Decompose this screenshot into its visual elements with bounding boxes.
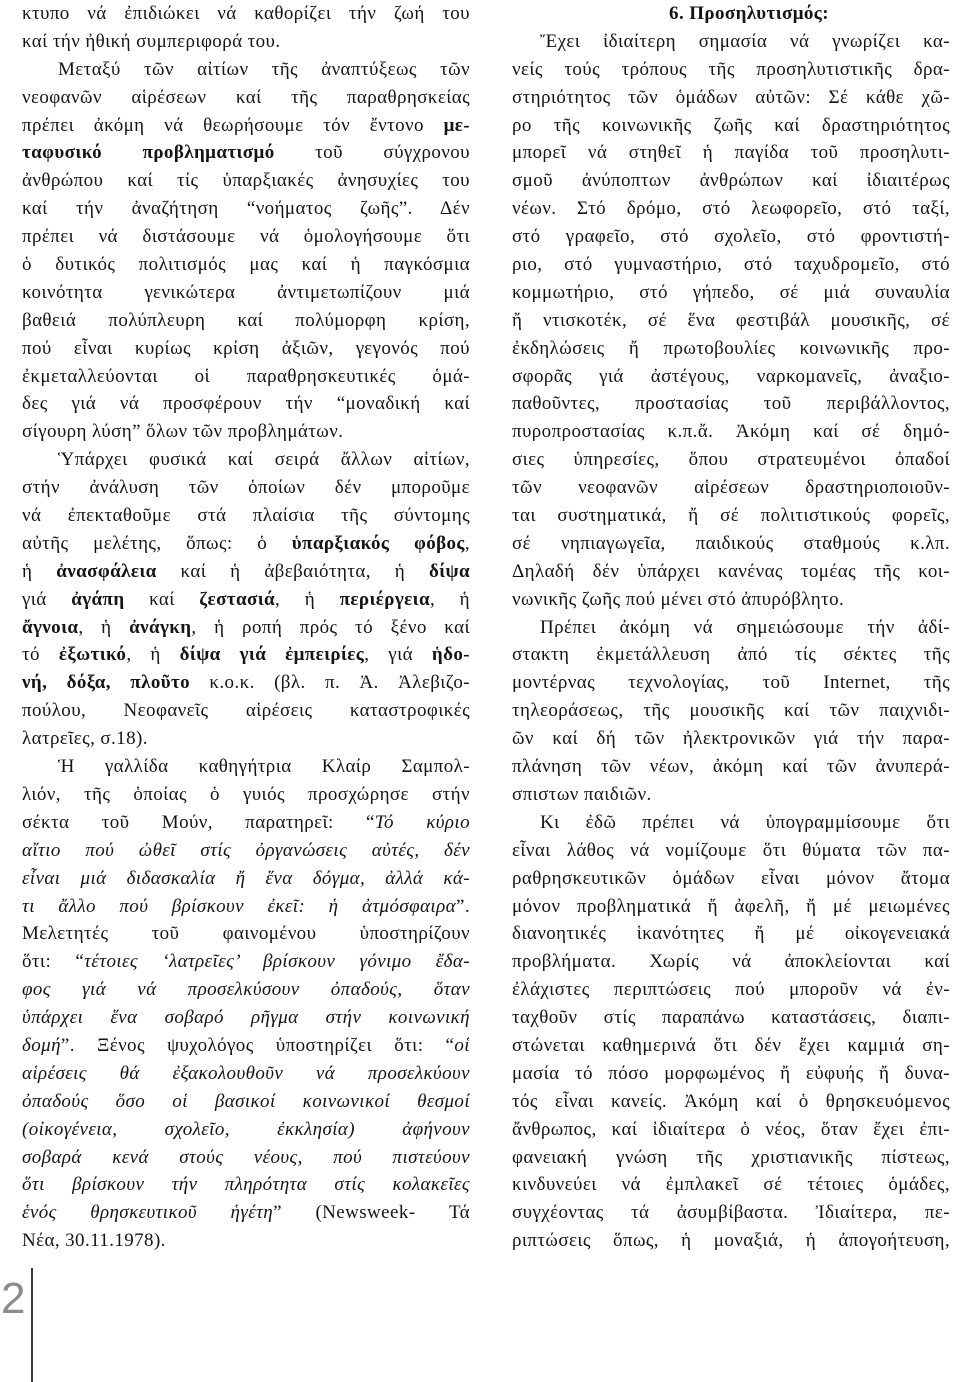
text-line xyxy=(512,167,950,195)
text-run: Μελετητές τοῦ φαινομένου ὑποστηρίζουν xyxy=(22,923,470,945)
bold-text: δίψα xyxy=(428,560,470,582)
bold-text: ταφυσικό προβληματισμό xyxy=(22,142,275,164)
text-run: ραθρησκευτικῶν ὁμάδων εἶναι μόνον ἄτομα xyxy=(512,867,950,889)
paragraph xyxy=(22,753,470,1255)
text-run: στήν ἀνάλυση τῶν ὁποίων δέν μποροῦμε xyxy=(22,477,470,499)
bold-text: νή, δόξα, πλοῦτο xyxy=(22,672,191,694)
paragraph xyxy=(512,28,950,614)
text-line xyxy=(22,112,470,140)
text-run: σπιστων παιδιῶν. xyxy=(512,783,652,805)
text-line xyxy=(22,530,470,558)
text-run: ” (Newsweek- Τά xyxy=(273,1202,470,1224)
right-column xyxy=(512,0,950,1255)
bold-text: ἡδο- xyxy=(431,644,470,666)
italic-text: ὀπαδούς ὅσο οἱ βασικοί κοινωνικοί θεσμοί xyxy=(22,1090,470,1112)
text-line xyxy=(512,474,950,502)
text-run: εἶναι λάθος νά νομίζουμε ὅτι θύματα τῶν πα- xyxy=(512,839,950,861)
text-run: ἐκδηλώσεις ἤ πρωτοβουλίες κοινωνικῆς προ- xyxy=(512,337,950,359)
italic-text: ὑπάρχει ἕνα σοβαρό ρῆγμα στήν κοινωνική xyxy=(22,1007,470,1029)
margin-rule xyxy=(31,1268,33,1382)
text-line xyxy=(512,614,950,642)
text-run: κινδυνεύει νά ἐμπλακεῖ σέ τέτοιες ὁμάδες, xyxy=(512,1174,950,1196)
text-line xyxy=(512,139,950,167)
text-run: τός εἶναι κανείς. Ἀκόμη καί ὁ θρησκευόμενος xyxy=(512,1090,950,1112)
text-run: ριπτώσεις ὅπως, ἡ μοναξιά, ἡ ἀπογοήτευση, xyxy=(512,1230,950,1252)
text-line xyxy=(512,725,950,753)
text-run: σίγουρη λύση” ὅλων τῶν προβλημάτων. xyxy=(22,421,344,443)
text-line xyxy=(22,56,470,84)
text-line xyxy=(512,586,950,614)
text-run: πλάνηση τῶν νέων, ἀκόμη καί τῶν ἀνυπερά- xyxy=(512,756,950,778)
text-run: στώνεται καθημερινά ὅτι δέν ἔχει καμμιά ση- xyxy=(512,1034,950,1056)
text-run: Μεταξύ τῶν αἰτίων τῆς ἀναπτύξεως τῶν xyxy=(58,58,470,80)
paragraph xyxy=(512,809,950,1255)
italic-text: τέτοιες ‘λατρεῖες’ βρίσκουν γόνιμο ἔδα- xyxy=(84,951,470,973)
text-line xyxy=(512,502,950,530)
text-run: καί ἡ ἀβεβαιότητα, ἡ xyxy=(156,560,429,582)
text-run: κοινότητα γενικώτερα ἀντιμετωπίζουν μιά xyxy=(22,281,470,303)
text-run: , γιά xyxy=(364,644,432,666)
bold-text: ἀγάπη xyxy=(71,588,125,610)
text-run: φανειακή γνώση τῆς χριστιανικῆς πίστεως, xyxy=(512,1146,950,1168)
text-run: , ἡ xyxy=(275,588,340,610)
text-run: δες γιά νά προσφέρουν τήν “μοναδική καί xyxy=(22,393,470,415)
text-line xyxy=(22,363,470,391)
text-line xyxy=(512,1116,950,1144)
bold-text: ὑπαρξιακός φόβος xyxy=(291,532,465,554)
text-line xyxy=(22,279,470,307)
text-line xyxy=(22,418,470,446)
text-line xyxy=(22,1116,470,1144)
text-run: πού εἶναι κυρίως κρίση ἀξιῶν, γεγονός πού xyxy=(22,337,470,359)
text-line xyxy=(512,893,950,921)
text-line xyxy=(22,781,470,809)
text-run: ἤ ντισκοτέκ, σέ ἕνα φεστιβάλ μουσικῆς, σέ xyxy=(512,309,950,331)
text-line xyxy=(22,84,470,112)
bold-text: ζεστασιά xyxy=(199,588,275,610)
text-run: ”. xyxy=(456,895,470,917)
text-line xyxy=(22,809,470,837)
text-line xyxy=(512,1032,950,1060)
text-run: ὅτι: “ xyxy=(22,951,85,973)
italic-text: Τό κύριο xyxy=(374,811,470,833)
text-run: στό γραφεῖο, στό σχολεῖο, στό φροντιστή- xyxy=(512,226,950,248)
text-line xyxy=(512,251,950,279)
text-line xyxy=(22,1199,470,1227)
text-run: νέων. Στό δρόμο, στό λεωφορεῖο, στό ταξί, xyxy=(512,198,950,220)
text-run: Πρέπει ἀκόμη νά σημειώσουμε τήν ἀδί- xyxy=(540,616,950,638)
text-run: σιες ὑπηρεσίες, ὅπου στρατευμένοι ὀπαδοί xyxy=(512,449,950,471)
text-line xyxy=(512,1088,950,1116)
text-run: τοῦ σύγχρονου xyxy=(274,142,470,164)
bold-text: ἄγνοια xyxy=(22,616,79,638)
text-run: νείς τούς τρόπους τῆς προσηλυτιστικῆς δρα- xyxy=(512,58,950,80)
text-run: τηλεοράσεως, τῆς μουσικῆς καί τῶν παιχνιδι- xyxy=(512,700,950,722)
text-line xyxy=(22,641,470,669)
text-line xyxy=(22,335,470,363)
paragraph xyxy=(22,446,470,753)
text-line xyxy=(512,1144,950,1172)
bold-text: ἐξωτικό xyxy=(58,644,127,666)
text-line xyxy=(22,251,470,279)
text-run: καί xyxy=(124,588,200,610)
text-run: προβλήματα. Χωρίς νά ἀποκλείονται καί xyxy=(512,951,950,973)
left-column xyxy=(22,0,470,1255)
text-line xyxy=(22,558,470,586)
text-line xyxy=(512,390,950,418)
text-run: λιόν, τῆς ὁποίας ὁ γυιός προσχώρησε στήν xyxy=(22,783,470,805)
text-run: Ἡ γαλλίδα καθηγήτρια Κλαίρ Σαμπολ- xyxy=(58,756,470,778)
text-run: μπορεῖ νά στηθεῖ ἡ παγίδα τοῦ προσηλυτι- xyxy=(512,142,950,164)
text-line xyxy=(22,614,470,642)
text-line xyxy=(22,1032,470,1060)
text-line xyxy=(512,335,950,363)
text-line xyxy=(22,1004,470,1032)
text-run: , ἡ xyxy=(126,644,180,666)
text-line xyxy=(512,641,950,669)
text-run: , xyxy=(464,532,470,554)
italic-text: ὅτι βρίσκουν τήν πληρότητα στίς κολακεῖες xyxy=(22,1174,470,1196)
text-run: βαθειά πολύπλευρη καί πολύμορφη κρίση, xyxy=(22,309,470,331)
text-run: ”. Ξένος ψυχολόγος ὑποστηρίζει ὅτι: “ xyxy=(60,1034,455,1056)
text-run: διανοητικές ἱκανότητες ἤ μέ οἰκογενειακά xyxy=(512,923,950,945)
italic-text: τι ἄλλο πού βρίσκουν ἐκεῖ: ἡ ἀτμόσφαιρα xyxy=(22,895,457,917)
text-run: , ἡ ροπή πρός τό ξένο καί xyxy=(191,616,470,638)
text-line xyxy=(22,0,470,28)
italic-text: σοβαρά κενά στούς νέους, πού πιστεύουν xyxy=(22,1146,470,1168)
text-line xyxy=(22,920,470,948)
text-run: σφορᾶς γιά ἀστέγους, ναρκομανεῖς, ἀναξιο- xyxy=(512,365,950,387)
text-run: , ἡ xyxy=(78,616,130,638)
text-line xyxy=(512,418,950,446)
text-line xyxy=(22,1088,470,1116)
text-line xyxy=(512,56,950,84)
italic-text: δομή xyxy=(22,1034,61,1056)
text-line xyxy=(512,1171,950,1199)
text-line xyxy=(512,865,950,893)
text-line xyxy=(512,279,950,307)
text-run: ῶν καί δή τῶν ἠλεκτρονικῶν γιά τήν παρα- xyxy=(512,728,950,750)
text-line xyxy=(512,669,950,697)
italic-text: αἴτιο πού ὠθεῖ στίς ὀργανώσεις αὐτές, δέν xyxy=(22,839,470,861)
page-number: 2 xyxy=(1,1274,26,1323)
bold-text: ἀνασφάλεια xyxy=(56,560,157,582)
text-line xyxy=(512,753,950,781)
text-run: τό xyxy=(22,644,59,666)
text-line xyxy=(22,307,470,335)
paragraph xyxy=(22,0,470,56)
italic-text: φος γιά νά προσελκύσουν ὀπαδούς, ὅταν xyxy=(22,979,470,1001)
text-line xyxy=(512,837,950,865)
text-run: σμοῦ ἀνύποπτων ἀνθρώπων καί ἰδιαιτέρως xyxy=(512,170,950,192)
text-run: πρέπει ἀκόμη νά θεωρήσουμε τόν ἔντονο xyxy=(22,114,444,136)
italic-text: εἶναι μιά διδασκαλία ἤ ἕνα δόγμα, ἀλλά κά- xyxy=(22,867,470,889)
text-run: Δηλαδή δέν ὑπάρχει κανένας τομέας τῆς κοι- xyxy=(512,560,950,582)
bold-text: ἀνάγκη xyxy=(129,616,192,638)
text-line xyxy=(512,28,950,56)
text-line xyxy=(22,139,470,167)
text-line xyxy=(22,446,470,474)
text-line xyxy=(22,502,470,530)
text-line xyxy=(512,1199,950,1227)
text-run: κ.ο.κ. (βλ. π. Ἀ. Ἀλεβιζο- xyxy=(190,672,470,694)
text-line xyxy=(22,1227,470,1255)
text-run: Κι ἐδῶ πρέπει νά ὑπογραμμίσουμε ὅτι xyxy=(540,811,950,833)
text-run: λατρεῖες, σ.18). xyxy=(22,728,148,750)
section-heading: 6. Προσηλυτισμός: xyxy=(669,3,829,24)
text-line xyxy=(22,669,470,697)
italic-text: αἱρέσεις θά ἐξακολουθοῦν νά προσελκύουν xyxy=(22,1062,470,1084)
text-line xyxy=(512,446,950,474)
text-run: στηριότητος τῶν ὁμάδων αὐτῶν: Σέ κάθε χῶ- xyxy=(512,86,950,108)
text-run: νεοφανῶν αἱρέσεων καί τῆς παραθρησκείας xyxy=(22,86,470,108)
text-run: ἀνθρώπου καί τίς ὑπαρξιακές ἀνησυχίες του xyxy=(22,170,470,192)
italic-text: ἑνός θρησκευτικοῦ ἡγέτη xyxy=(22,1202,274,1224)
text-line xyxy=(22,976,470,1004)
text-run: καί τήν ἠθική συμπεριφορά του. xyxy=(22,30,281,52)
text-line xyxy=(512,1060,950,1088)
text-line xyxy=(512,1227,950,1255)
text-line xyxy=(512,223,950,251)
text-line xyxy=(512,1004,950,1032)
text-run: νωνικῆς ζωῆς πού μένει στό ἀπυρόβλητο. xyxy=(512,588,845,610)
text-line xyxy=(22,1060,470,1088)
text-line xyxy=(512,558,950,586)
text-line xyxy=(512,84,950,112)
text-run: Ἔχει ἰδιαίτερη σημασία νά γνωρίζει κα- xyxy=(540,30,950,52)
text-run: ρο τῆς κοινωνικῆς ζωῆς καί δραστηριότητος xyxy=(512,114,950,136)
text-run: παθοῦντες, προστασίας τοῦ περιβάλλοντος, xyxy=(512,393,950,415)
text-run: αὐτῆς μελέτης, ὅπως: ὁ xyxy=(22,532,292,554)
text-line xyxy=(512,363,950,391)
text-run: ταχθοῦν στίς παραπάνω καταστάσεις, διαπι- xyxy=(512,1007,950,1029)
text-run: ὁ δυτικός πολιτισμός μας καί ἡ παγκόσμια xyxy=(22,254,470,276)
text-run: πούλου, Νεοφανεῖς αἱρέσεις καταστροφικές xyxy=(22,700,470,722)
text-line xyxy=(512,112,950,140)
text-run: πυροπροστασίας κ.π.ἄ. Ἀκόμη καί σέ δημό- xyxy=(512,421,950,443)
text-run: ται συστηματικά, ἤ σέ πολιτιστικούς φορεῖς, xyxy=(512,505,950,527)
text-run: ἡ xyxy=(22,560,57,582)
text-run: νά ἐπεκταθοῦμε στά πλαίσια τῆς σύντομης xyxy=(22,505,470,527)
text-run: , ἡ xyxy=(429,588,471,610)
text-run: Ὑπάρχει φυσικά καί σειρά ἄλλων αἰτίων, xyxy=(58,449,470,471)
text-line xyxy=(512,920,950,948)
text-run: πρέπει νά διστάσουμε νά ὁμολογήσουμε ὅτι xyxy=(22,226,470,248)
text-line xyxy=(22,223,470,251)
text-run: ἐκμεταλλεύονται οἱ παραθρησκευτικές ὁμά- xyxy=(22,365,470,387)
bold-text: με- xyxy=(443,114,470,136)
text-run: καί τήν ἀναζήτηση “νοήματος ζωῆς”. Δέν xyxy=(22,198,470,220)
text-run: συγχέοντας τά ἀσυμβίβαστα. Ἰδιαίτερα, πε- xyxy=(512,1202,950,1224)
text-line xyxy=(22,474,470,502)
text-run: μοντέρνας τεχνολογίας, τοῦ Internet, τῆς xyxy=(512,672,950,694)
text-run: σέ νηπιαγωγεῖα, παιδικούς σταθμούς κ.λπ. xyxy=(512,532,950,554)
text-line xyxy=(512,948,950,976)
text-line xyxy=(22,865,470,893)
text-line xyxy=(22,948,470,976)
text-run: ἄνθρωπος, καί ἰδιαίτερα ὁ νέος, ὅταν ἔχει ἐπι- xyxy=(512,1118,950,1140)
text-run: γιά xyxy=(22,588,72,610)
text-line xyxy=(22,586,470,614)
text-run: Νέα, 30.11.1978). xyxy=(22,1230,166,1252)
text-line xyxy=(22,167,470,195)
italic-text: οἱ xyxy=(454,1034,470,1056)
text-line xyxy=(22,697,470,725)
paragraph xyxy=(512,614,950,809)
text-line xyxy=(512,781,950,809)
text-run: κτυπο νά ἐπιδιώκει νά καθορίζει τήν ζωή του xyxy=(22,3,470,24)
bold-text: δίψα γιά ἐμπειρίες xyxy=(179,644,365,666)
text-line xyxy=(22,195,470,223)
text-run: ἐλάχιστες περιπτώσεις πού μποροῦν νά ἐν- xyxy=(512,979,950,1001)
bold-text: περιέργεια xyxy=(339,588,430,610)
text-line xyxy=(512,195,950,223)
text-line xyxy=(512,307,950,335)
text-line xyxy=(22,390,470,418)
text-run: μόνον προβληματικά ἤ ἀφελῆ, ἤ μέ μειωμένες xyxy=(512,895,950,917)
text-line xyxy=(22,28,470,56)
text-line xyxy=(512,530,950,558)
text-line xyxy=(22,753,470,781)
italic-text: (οἰκογένεια, σχολεῖο, ἐκκλησία) ἀφήνουν xyxy=(22,1118,470,1140)
text-run: ριο, στό γυμναστήριο, στό ταχυδρομεῖο, στό xyxy=(512,254,950,276)
text-line xyxy=(512,809,950,837)
text-run: στακτη ἐκμετάλλευση ἀπό τίς σέκτες τῆς xyxy=(512,644,950,666)
paragraph xyxy=(22,56,470,446)
text-line xyxy=(22,893,470,921)
text-run: μασία τό πόσο μορφωμένος ἤ εὐφυής ἤ δυνα- xyxy=(512,1062,950,1084)
text-run: σέκτα τοῦ Μούν, παρατηρεῖ: “ xyxy=(22,811,375,833)
text-line xyxy=(512,697,950,725)
text-run: κομμωτήριο, στό γήπεδο, σέ μιά συναυλία xyxy=(512,281,950,303)
text-run: τῶν νεοφανῶν αἱρέσεων δραστηριοποιοῦν- xyxy=(512,477,950,499)
text-line xyxy=(22,837,470,865)
text-line xyxy=(22,1171,470,1199)
text-line xyxy=(512,976,950,1004)
text-line xyxy=(22,1144,470,1172)
text-line xyxy=(22,725,470,753)
